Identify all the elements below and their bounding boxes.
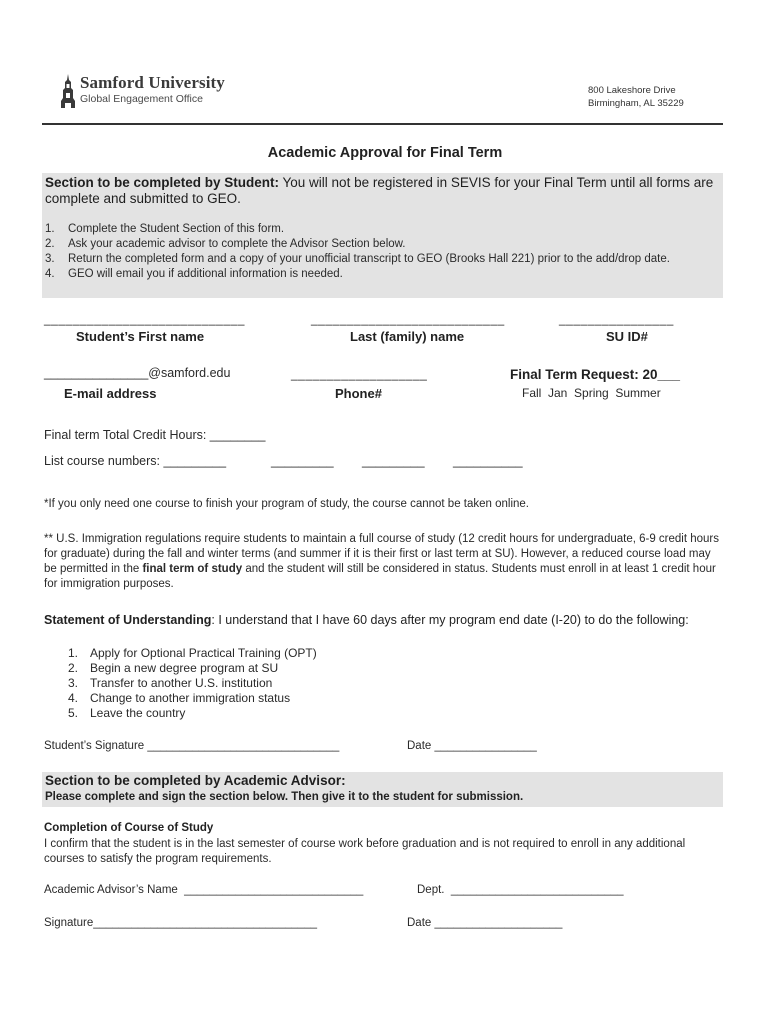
advisor-section-header [42,772,723,807]
advisor-name-field[interactable]: Academic Advisor’s Name ____________________________ [44,884,364,896]
student-section [42,173,723,298]
course-number-field-2[interactable]: _________ [271,454,334,468]
phone-label: Phone# [335,386,382,401]
list-number: 3. [68,676,79,690]
completion-text: I confirm that the student is in the last semester of course work before graduation and is not required to enroll in any additional courses to satisfy the program requirements. [44,838,686,865]
student-signature-field[interactable]: Student’s Signature ______________________________ [44,740,340,752]
immigration-note-text: ** U.S. Immigration regulations require students to maintain a full course of study (12 credit hours for undergraduate, 6-9 credit hours for graduate) during the fall and winter terms (and summer if it is their first or last term at SU). However, a reduced course load may be permitted in the [44,533,720,575]
list-text: Ask your academic advisor to complete the Advisor Section below. [68,238,406,250]
online-note: *If you only need one course to finish your program of study, the course cannot be taken online. [44,498,529,510]
dept-field[interactable]: Dept. ___________________________ [417,884,624,896]
list-item [42,267,714,282]
list-text: Return the completed form and a copy of your unofficial transcript to GEO (Brooks Hall 221) prior to the add/drop date. [68,253,670,265]
address-line-1: 800 Lakeshore Drive [588,85,676,96]
su-id-field[interactable]: ________________ [559,312,674,326]
phone-field[interactable]: ___________________ [291,367,428,381]
last-name-field[interactable]: ___________________________ [311,312,505,326]
credit-hours-field[interactable]: Final term Total Credit Hours: ________ [44,428,266,442]
final-term-request-field[interactable]: Final Term Request: 20___ [510,367,681,382]
list-item [68,646,668,661]
office-address [588,84,684,110]
list-number: 3. [45,253,55,265]
list-item [68,706,668,721]
list-number: 2. [68,661,79,675]
list-text: Leave the country [90,706,186,720]
logo-name: Samford University [80,73,225,92]
student-section-heading: Section to be completed by Student: [45,175,280,190]
list-item [42,237,714,252]
first-name-field[interactable]: ____________________________ [44,312,245,326]
list-text: Complete the Student Section of this form. [68,223,285,235]
last-name-label: Last (family) name [350,329,465,344]
advisor-signature-field[interactable]: Signature___________________________________ [44,917,318,929]
list-item [68,676,668,691]
email-label: E-mail address [64,386,157,401]
immigration-note-bold: final term of study [142,563,243,575]
list-text: Transfer to another U.S. institution [90,676,273,690]
email-field[interactable]: _______________@samford.edu [44,366,231,380]
address-line-2: Birmingham, AL 35229 [588,98,684,109]
student-section-intro [45,175,717,207]
student-date-field[interactable]: Date ________________ [407,740,537,752]
first-name-label: Student’s First name [76,329,205,344]
statement-options-list [68,646,668,721]
advisor-date-field[interactable]: Date ____________________ [407,917,563,929]
list-item [42,222,714,237]
statement-text: : I understand that I have 60 days after my program end date (I-20) to do the following: [211,613,689,627]
statement-of-understanding [44,612,724,628]
list-text: Begin a new degree program at SU [90,661,279,675]
advisor-section-instructions: Please complete and sign the section below. Then give it to the student for submission. [45,791,524,803]
student-section-intro-text: You will not be registered in SEVIS for your Final Term until all forms are complete and submitted to GEO. [45,175,714,206]
su-id-label: SU ID# [606,329,648,344]
list-number: 4. [68,691,79,705]
list-item [68,691,668,706]
list-number: 4. [45,268,55,280]
course-number-field-3[interactable]: _________ [362,454,425,468]
form-title: Academic Approval for Final Term [267,145,503,161]
immigration-note [44,532,724,592]
header-divider [42,123,723,125]
list-text: Change to another immigration status [90,691,291,705]
logo-subtitle: Global Engagement Office [80,93,203,105]
course-number-field-4[interactable]: __________ [453,454,523,468]
list-number: 1. [68,646,79,660]
list-number: 1. [45,223,55,235]
completion-heading: Completion of Course of Study [44,822,214,834]
list-item [68,661,668,676]
samford-logo [60,74,225,108]
student-steps-list [42,222,714,282]
list-item [42,252,714,267]
list-number: 5. [68,706,79,720]
course-number-field-1[interactable]: List course numbers: _________ [44,454,227,468]
immigration-note-text-end: and the student will still be considered in status. Students must enroll in at least 1 credit hour for immigration purposes. [44,563,716,590]
list-text: Apply for Optional Practical Training (OPT) [90,646,317,660]
list-text: GEO will email you if additional information is needed. [68,268,343,280]
term-options[interactable]: Fall Jan Spring Summer [522,386,661,400]
chapel-tower-icon [60,74,76,108]
advisor-section-heading: Section to be completed by Academic Advisor: [45,773,346,788]
statement-heading: Statement of Understanding [44,613,212,627]
list-number: 2. [45,238,55,250]
